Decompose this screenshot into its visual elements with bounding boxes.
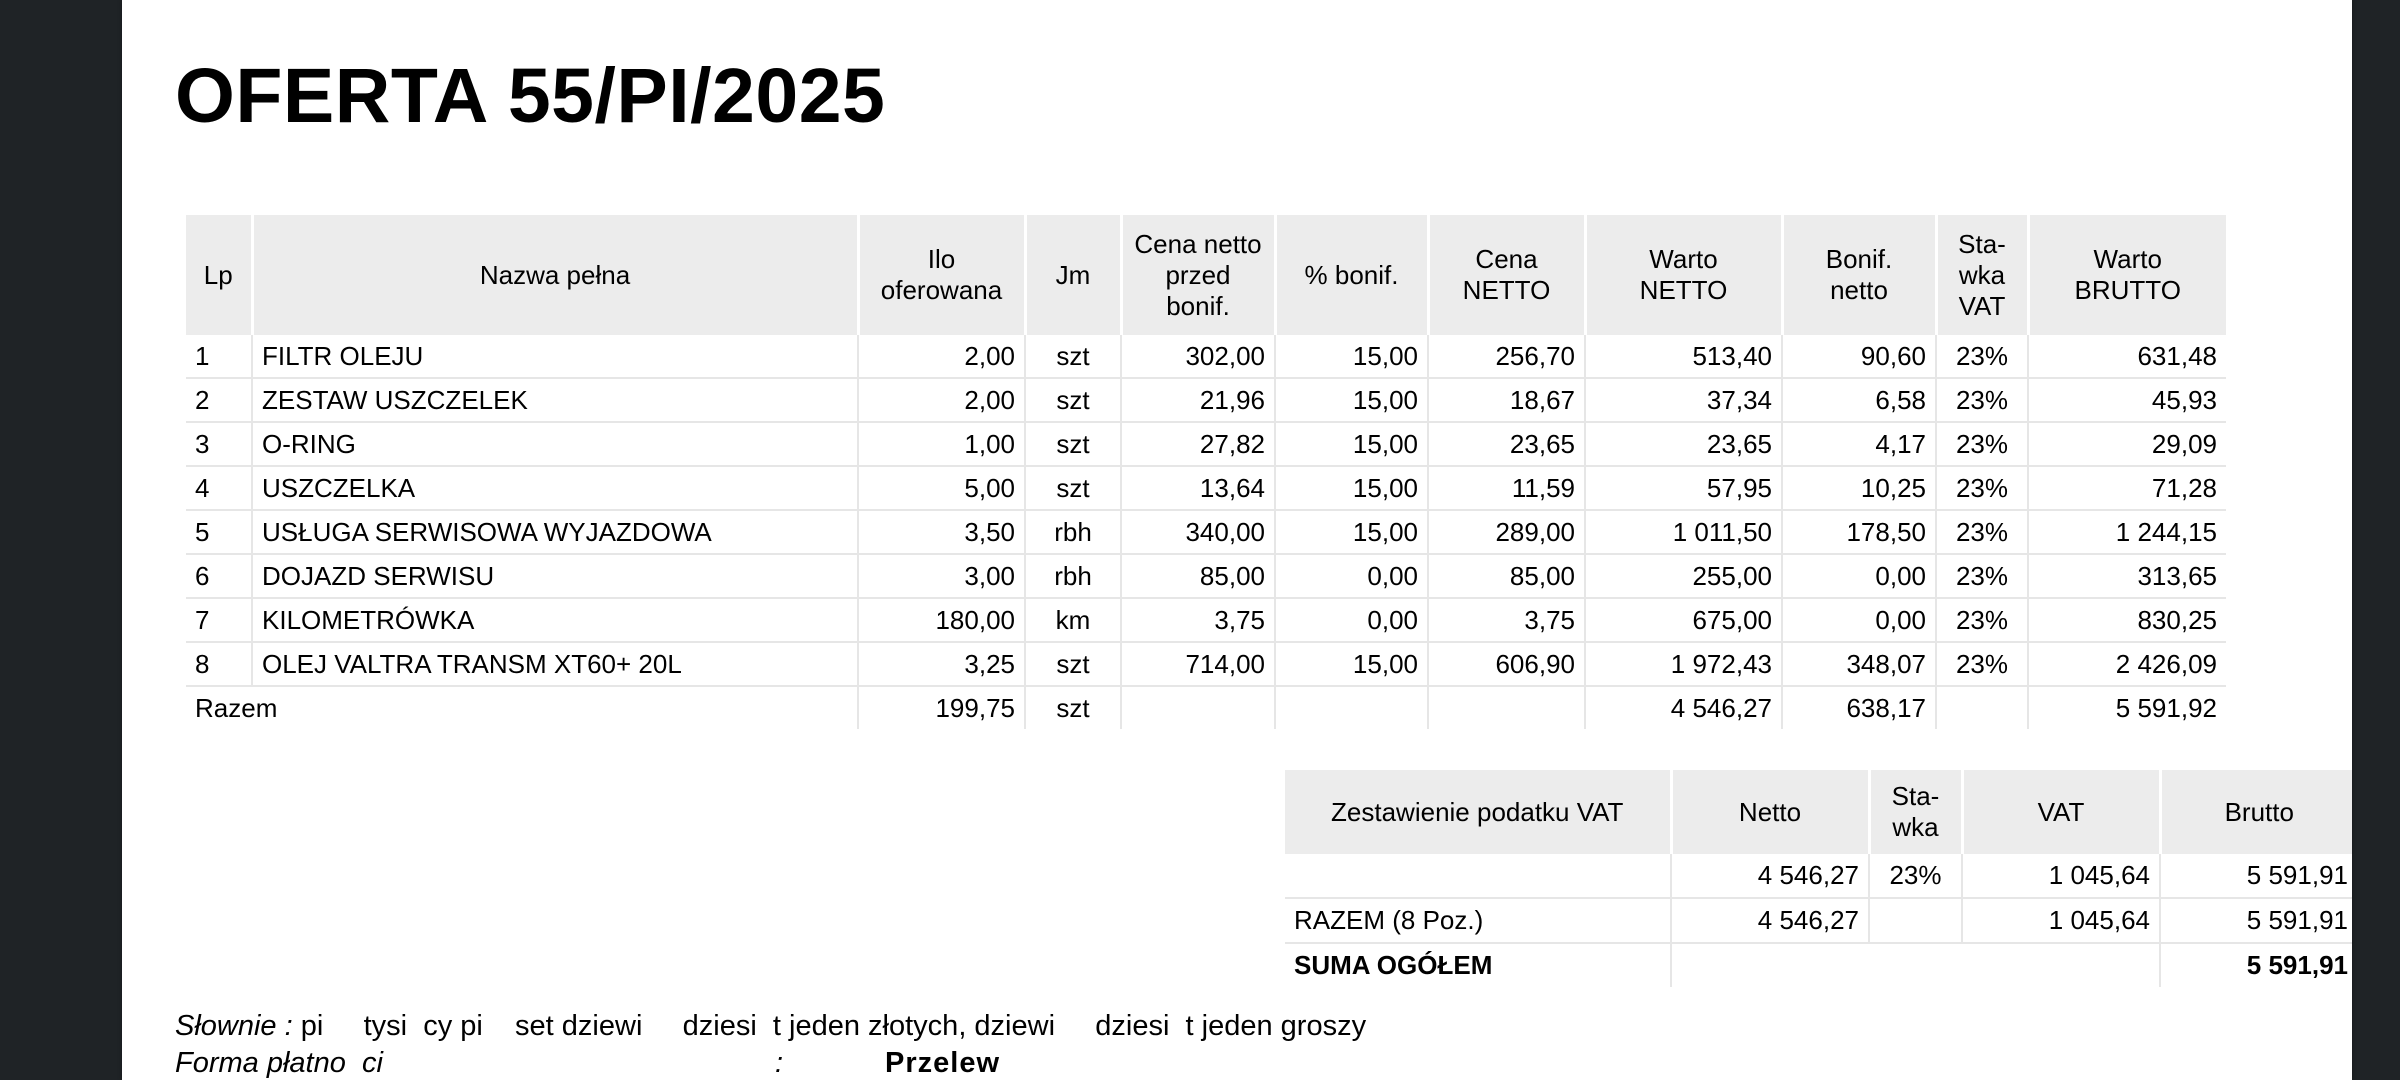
vat-rate-gross: 5 591,91 bbox=[2160, 854, 2352, 898]
cell-vat-rate: 23% bbox=[1936, 554, 2028, 598]
cell-unit: szt bbox=[1025, 335, 1121, 378]
header-value-gross: Warto BRUTTO bbox=[2028, 215, 2226, 335]
cell-name: DOJAZD SERWISU bbox=[252, 554, 858, 598]
total-empty-cell bbox=[1121, 686, 1275, 729]
cell-vat-rate: 23% bbox=[1936, 378, 2028, 422]
cell-qty: 2,00 bbox=[858, 378, 1025, 422]
vat-razem-net: 4 546,27 bbox=[1671, 898, 1869, 943]
vat-header-row bbox=[1285, 770, 2352, 854]
total-empty-cell bbox=[1428, 686, 1585, 729]
cell-price-net: 3,75 bbox=[1428, 598, 1585, 642]
vat-header-vat: VAT bbox=[1962, 770, 2160, 854]
vat-header-gross: Brutto bbox=[2160, 770, 2352, 854]
cell-discount: 15,00 bbox=[1275, 642, 1428, 686]
total-value-net: 4 546,27 bbox=[1585, 686, 1782, 729]
cell-price-before: 27,82 bbox=[1121, 422, 1275, 466]
cell-discount: 15,00 bbox=[1275, 466, 1428, 510]
cell-value-gross: 71,28 bbox=[2028, 466, 2226, 510]
cell-discount: 0,00 bbox=[1275, 554, 1428, 598]
total-row bbox=[186, 686, 2226, 729]
cell-name: OLEJ VALTRA TRANSM XT60+ 20L bbox=[252, 642, 858, 686]
cell-value-net: 1 972,43 bbox=[1585, 642, 1782, 686]
total-qty: 199,75 bbox=[858, 686, 1025, 729]
cell-price-before: 85,00 bbox=[1121, 554, 1275, 598]
total-empty-cell bbox=[1936, 686, 2028, 729]
table-row bbox=[186, 554, 2226, 598]
payment-value: Przelew bbox=[885, 1047, 1000, 1079]
vat-razem-label: RAZEM (8 Poz.) bbox=[1285, 898, 1671, 943]
cell-value-gross: 1 244,15 bbox=[2028, 510, 2226, 554]
header-unit: Jm bbox=[1025, 215, 1121, 335]
cell-value-net: 513,40 bbox=[1585, 335, 1782, 378]
cell-unit: szt bbox=[1025, 378, 1121, 422]
cell-value-gross: 631,48 bbox=[2028, 335, 2226, 378]
cell-unit: rbh bbox=[1025, 510, 1121, 554]
cell-lp: 3 bbox=[186, 422, 252, 466]
words-label: Słownie : bbox=[175, 1010, 293, 1042]
cell-qty: 1,00 bbox=[858, 422, 1025, 466]
cell-value-net: 675,00 bbox=[1585, 598, 1782, 642]
vat-sum-label: SUMA OGÓŁEM bbox=[1285, 943, 1671, 987]
vat-rate-net: 4 546,27 bbox=[1671, 854, 1869, 898]
table-row bbox=[186, 422, 2226, 466]
cell-discount: 15,00 bbox=[1275, 422, 1428, 466]
table-row bbox=[186, 466, 2226, 510]
cell-bonif-net: 6,58 bbox=[1782, 378, 1936, 422]
cell-bonif-net: 4,17 bbox=[1782, 422, 1936, 466]
header-qty: Ilo oferowana bbox=[858, 215, 1025, 335]
cell-value-net: 1 011,50 bbox=[1585, 510, 1782, 554]
cell-value-net: 23,65 bbox=[1585, 422, 1782, 466]
total-bonif-net: 638,17 bbox=[1782, 686, 1936, 729]
cell-unit: szt bbox=[1025, 466, 1121, 510]
header-vat-rate: Sta- wka VAT bbox=[1936, 215, 2028, 335]
cell-bonif-net: 348,07 bbox=[1782, 642, 1936, 686]
cell-qty: 3,25 bbox=[858, 642, 1025, 686]
vat-sum-row bbox=[1285, 943, 2352, 987]
cell-price-before: 3,75 bbox=[1121, 598, 1275, 642]
cell-discount: 15,00 bbox=[1275, 335, 1428, 378]
cell-value-net: 37,34 bbox=[1585, 378, 1782, 422]
header-value-net: Warto NETTO bbox=[1585, 215, 1782, 335]
table-row bbox=[186, 335, 2226, 378]
cell-qty: 3,50 bbox=[858, 510, 1025, 554]
cell-price-net: 256,70 bbox=[1428, 335, 1585, 378]
cell-value-gross: 2 426,09 bbox=[2028, 642, 2226, 686]
cell-unit: szt bbox=[1025, 422, 1121, 466]
cell-price-net: 18,67 bbox=[1428, 378, 1585, 422]
payment-label: Forma płatno ci bbox=[175, 1047, 383, 1079]
total-unit: szt bbox=[1025, 686, 1121, 729]
header-lp: Lp bbox=[186, 215, 252, 335]
cell-price-before: 302,00 bbox=[1121, 335, 1275, 378]
cell-name: ZESTAW USZCZELEK bbox=[252, 378, 858, 422]
offer-title: OFERTA 55/PI/2025 bbox=[175, 53, 886, 139]
cell-bonif-net: 10,25 bbox=[1782, 466, 1936, 510]
vat-summary-table bbox=[1285, 770, 2352, 987]
cell-name: O-RING bbox=[252, 422, 858, 466]
vat-sum-gross: 5 591,91 bbox=[2246, 950, 2348, 980]
header-name: Nazwa pełna bbox=[252, 215, 858, 335]
cell-qty: 2,00 bbox=[858, 335, 1025, 378]
cell-price-net: 606,90 bbox=[1428, 642, 1585, 686]
cell-lp: 1 bbox=[186, 335, 252, 378]
cell-price-net: 289,00 bbox=[1428, 510, 1585, 554]
payment-colon: : bbox=[775, 1047, 784, 1079]
cell-name: KILOMETRÓWKA bbox=[252, 598, 858, 642]
total-label: Razem bbox=[186, 686, 858, 729]
cell-price-net: 23,65 bbox=[1428, 422, 1585, 466]
vat-razem-row bbox=[1285, 898, 2352, 943]
cell-qty: 3,00 bbox=[858, 554, 1025, 598]
cell-lp: 5 bbox=[186, 510, 252, 554]
words-text: pi tysi cy pi set dziewi dziesi t jeden złotych, dziewi dziesi t jeden groszy bbox=[292, 1010, 1367, 1042]
vat-empty-cell bbox=[1285, 854, 1671, 898]
vat-header-rate: Sta- wka bbox=[1869, 770, 1962, 854]
total-empty-cell bbox=[1275, 686, 1428, 729]
cell-bonif-net: 90,60 bbox=[1782, 335, 1936, 378]
cell-unit: rbh bbox=[1025, 554, 1121, 598]
cell-unit: km bbox=[1025, 598, 1121, 642]
cell-lp: 4 bbox=[186, 466, 252, 510]
cell-price-before: 714,00 bbox=[1121, 642, 1275, 686]
cell-discount: 15,00 bbox=[1275, 510, 1428, 554]
cell-lp: 8 bbox=[186, 642, 252, 686]
cell-price-before: 13,64 bbox=[1121, 466, 1275, 510]
total-value-gross: 5 591,92 bbox=[2115, 692, 2217, 723]
header-discount: % bonif. bbox=[1275, 215, 1428, 335]
cell-bonif-net: 0,00 bbox=[1782, 554, 1936, 598]
table-row bbox=[186, 598, 2226, 642]
vat-rate-row bbox=[1285, 854, 2352, 898]
cell-value-gross: 313,65 bbox=[2028, 554, 2226, 598]
cell-price-net: 11,59 bbox=[1428, 466, 1585, 510]
header-price-before: Cena netto przed bonif. bbox=[1121, 215, 1275, 335]
cell-lp: 7 bbox=[186, 598, 252, 642]
vat-empty-cell bbox=[1671, 943, 2160, 987]
table-row bbox=[186, 378, 2226, 422]
cell-qty: 5,00 bbox=[858, 466, 1025, 510]
document-page bbox=[122, 0, 2352, 1080]
cell-bonif-net: 178,50 bbox=[1782, 510, 1936, 554]
items-header-row bbox=[186, 215, 2226, 335]
vat-rate-vat: 1 045,64 bbox=[1962, 854, 2160, 898]
cell-unit: szt bbox=[1025, 642, 1121, 686]
cell-vat-rate: 23% bbox=[1936, 598, 2028, 642]
cell-discount: 15,00 bbox=[1275, 378, 1428, 422]
vat-rate-rate: 23% bbox=[1869, 854, 1962, 898]
cell-price-before: 21,96 bbox=[1121, 378, 1275, 422]
vat-header-summary: Zestawienie podatku VAT bbox=[1285, 770, 1671, 854]
vat-header-net: Netto bbox=[1671, 770, 1869, 854]
payment-method bbox=[175, 1047, 1000, 1080]
cell-lp: 2 bbox=[186, 378, 252, 422]
cell-value-gross: 29,09 bbox=[2028, 422, 2226, 466]
cell-value-gross: 45,93 bbox=[2028, 378, 2226, 422]
cell-bonif-net: 0,00 bbox=[1782, 598, 1936, 642]
items-table bbox=[186, 215, 2226, 729]
cell-discount: 0,00 bbox=[1275, 598, 1428, 642]
cell-price-before: 340,00 bbox=[1121, 510, 1275, 554]
header-price-net: Cena NETTO bbox=[1428, 215, 1585, 335]
vat-empty-cell bbox=[1869, 898, 1962, 943]
cell-value-net: 255,00 bbox=[1585, 554, 1782, 598]
cell-lp: 6 bbox=[186, 554, 252, 598]
cell-vat-rate: 23% bbox=[1936, 510, 2028, 554]
header-bonif-net: Bonif. netto bbox=[1782, 215, 1936, 335]
cell-price-net: 85,00 bbox=[1428, 554, 1585, 598]
cell-name: USZCZELKA bbox=[252, 466, 858, 510]
cell-vat-rate: 23% bbox=[1936, 335, 2028, 378]
cell-vat-rate: 23% bbox=[1936, 642, 2028, 686]
cell-name: FILTR OLEJU bbox=[252, 335, 858, 378]
cell-vat-rate: 23% bbox=[1936, 422, 2028, 466]
cell-value-net: 57,95 bbox=[1585, 466, 1782, 510]
cell-value-gross: 830,25 bbox=[2028, 598, 2226, 642]
cell-name: USŁUGA SERWISOWA WYJAZDOWA bbox=[252, 510, 858, 554]
cell-qty: 180,00 bbox=[858, 598, 1025, 642]
amount-in-words bbox=[175, 1010, 1366, 1043]
cell-vat-rate: 23% bbox=[1936, 466, 2028, 510]
vat-razem-gross: 5 591,91 bbox=[2160, 898, 2352, 943]
vat-razem-vat: 1 045,64 bbox=[1962, 898, 2160, 943]
table-row bbox=[186, 642, 2226, 686]
table-row bbox=[186, 510, 2226, 554]
